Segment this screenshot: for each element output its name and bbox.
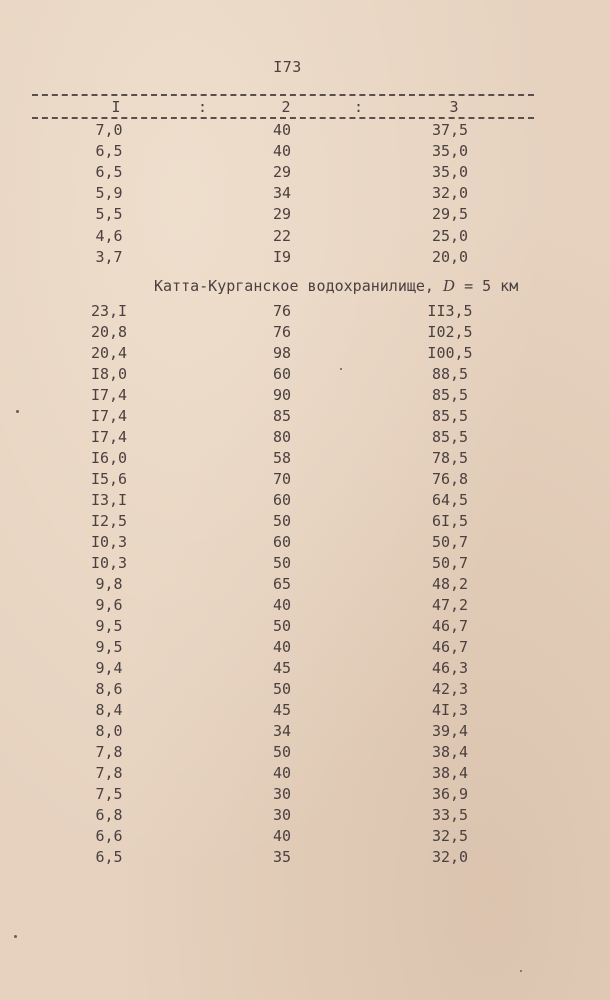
table-row [0, 183, 610, 204]
table-cell-col1: 5,5 [95, 205, 123, 224]
table-cell-col2: 40 [272, 764, 292, 782]
table-cell-col3: I02,5 [427, 323, 473, 341]
table-cell-col3: 46,7 [431, 617, 469, 635]
distance-value: = 5 км [464, 277, 519, 295]
table-row [0, 141, 610, 162]
table-cell-col3: 85,5 [431, 428, 469, 446]
table-cell-col3: II3,5 [427, 302, 473, 320]
table-cell-col3: 6I,5 [431, 512, 469, 530]
table-cell-col2: 90 [272, 386, 292, 404]
table-cell-col1: 9,5 [95, 638, 123, 656]
table-cell-col2: 40 [272, 121, 292, 139]
paper-speck [340, 368, 342, 370]
table-cell-col2: 22 [272, 226, 292, 245]
table-cell-col1: I3,I [90, 491, 128, 509]
table-row [0, 553, 610, 574]
table-cell-col2: 60 [272, 491, 292, 509]
table-row [0, 406, 610, 427]
table-cell-col1: 9,4 [95, 659, 123, 677]
column-header-3: 3 [449, 98, 459, 116]
table-row [0, 679, 610, 700]
table-cell-col3: 32,0 [431, 848, 469, 866]
table-cell-col2: 45 [272, 701, 292, 719]
table-cell-col2: 40 [272, 827, 292, 845]
table-cell-col3: 33,5 [431, 806, 469, 824]
table-cell-col1: 9,6 [95, 596, 123, 614]
table-cell-col1: 7,0 [95, 121, 123, 139]
table-row [0, 805, 610, 826]
table-row [0, 784, 610, 805]
table-cell-col2: 60 [272, 533, 292, 551]
table-row [0, 700, 610, 721]
table-row [0, 385, 610, 406]
table-row [0, 574, 610, 595]
table-row [0, 595, 610, 616]
table-row [0, 826, 610, 847]
table-cell-col3: I00,5 [427, 344, 473, 362]
table-cell-col1: 7,8 [95, 764, 123, 782]
table-cell-col3: 50,7 [431, 533, 469, 551]
table-cell-col3: 64,5 [431, 491, 469, 509]
table-row [0, 511, 610, 532]
table-cell-col1: 9,8 [95, 575, 123, 593]
table-cell-col3: 76,8 [431, 470, 469, 488]
table-cell-col3: 78,5 [431, 449, 469, 467]
table-cell-col3: 36,9 [431, 785, 469, 803]
table-row [0, 226, 610, 247]
table-row [0, 532, 610, 553]
table-cell-col3: 38,4 [431, 743, 469, 761]
table-cell-col1: 6,5 [95, 163, 123, 182]
section-title-text: Катта-Курганское водохранилище, [154, 277, 434, 295]
table-row [0, 616, 610, 637]
table-cell-col2: 85 [272, 407, 292, 425]
table-cell-col3: 32,5 [431, 827, 469, 845]
table-cell-col1: 7,8 [95, 743, 123, 761]
table-cell-col2: 40 [272, 142, 292, 161]
table-cell-col2: 29 [272, 205, 292, 224]
table-cell-col2: 70 [272, 470, 292, 488]
table-cell-col2: 50 [272, 512, 292, 530]
table-cell-col1: 4,6 [95, 226, 123, 245]
table-cell-col2: I9 [272, 247, 292, 266]
table-cell-col1: 8,0 [95, 722, 123, 740]
table-cell-col3: 88,5 [431, 365, 469, 383]
table-rule-top [32, 94, 534, 96]
table-row [0, 469, 610, 490]
table-row [0, 343, 610, 364]
table-cell-col1: I0,3 [90, 554, 128, 572]
table-cell-col2: 76 [272, 302, 292, 320]
table-cell-col3: 38,4 [431, 764, 469, 782]
table-cell-col2: 58 [272, 449, 292, 467]
table-cell-col2: 34 [272, 184, 292, 203]
table-cell-col2: 50 [272, 680, 292, 698]
table-row [0, 763, 610, 784]
table-cell-col1: 7,5 [95, 785, 123, 803]
table-cell-col1: 6,5 [95, 848, 123, 866]
table-cell-col2: 98 [272, 344, 292, 362]
table-cell-col2: 65 [272, 575, 292, 593]
table-row [0, 301, 610, 322]
table-cell-col1: I0,3 [90, 533, 128, 551]
table-cell-col2: 34 [272, 722, 292, 740]
table-cell-col2: 30 [272, 785, 292, 803]
column-separator-2: : [354, 98, 364, 116]
table-cell-col2: 40 [272, 638, 292, 656]
page-number: I73 [273, 58, 302, 76]
table-cell-col3: 50,7 [431, 554, 469, 572]
table-cell-col3: 85,5 [431, 407, 469, 425]
table-cell-col3: 46,3 [431, 659, 469, 677]
table-cell-col2: 29 [272, 163, 292, 182]
table-cell-col1: 9,5 [95, 617, 123, 635]
table-cell-col3: 85,5 [431, 386, 469, 404]
table-cell-col1: I2,5 [90, 512, 128, 530]
table-cell-col2: 30 [272, 806, 292, 824]
table-row [0, 322, 610, 343]
table-cell-col2: 50 [272, 617, 292, 635]
table-cell-col1: 8,4 [95, 701, 123, 719]
table-row [0, 427, 610, 448]
table-cell-col1: 6,8 [95, 806, 123, 824]
table-cell-col3: 35,0 [431, 163, 469, 182]
table-cell-col3: 4I,3 [431, 701, 469, 719]
table-cell-col3: 25,0 [431, 226, 469, 245]
column-header-2: 2 [281, 98, 291, 116]
table-cell-col2: 50 [272, 743, 292, 761]
table-row [0, 742, 610, 763]
table-cell-col3: 20,0 [431, 247, 469, 266]
table-cell-col3: 29,5 [431, 205, 469, 224]
table-row [0, 120, 610, 141]
table-cell-col3: 32,0 [431, 184, 469, 203]
table-cell-col2: 60 [272, 365, 292, 383]
table-cell-col2: 50 [272, 554, 292, 572]
table-cell-col1: 20,4 [90, 344, 128, 362]
table-cell-col3: 37,5 [431, 121, 469, 139]
table-cell-col1: 6,6 [95, 827, 123, 845]
table-cell-col1: 3,7 [95, 247, 123, 266]
table-row [0, 448, 610, 469]
table-cell-col1: 20,8 [90, 323, 128, 341]
table-cell-col2: 35 [272, 848, 292, 866]
table-cell-col3: 47,2 [431, 596, 469, 614]
table-row [0, 637, 610, 658]
section-title [154, 277, 518, 295]
table-cell-col2: 45 [272, 659, 292, 677]
table-cell-col1: I6,0 [90, 449, 128, 467]
table-cell-col3: 46,7 [431, 638, 469, 656]
table-cell-col1: I5,6 [90, 470, 128, 488]
table-cell-col2: 40 [272, 596, 292, 614]
table-cell-col1: I7,4 [90, 386, 128, 404]
table-cell-col1: I8,0 [90, 365, 128, 383]
table-row [0, 721, 610, 742]
table-row [0, 364, 610, 385]
table-cell-col1: 8,6 [95, 680, 123, 698]
table-row [0, 204, 610, 225]
table-cell-col1: I7,4 [90, 407, 128, 425]
table-cell-col3: 35,0 [431, 142, 469, 161]
table-cell-col2: 80 [272, 428, 292, 446]
table-row [0, 247, 610, 268]
paper-speck [16, 410, 19, 413]
table-cell-col2: 76 [272, 323, 292, 341]
distance-symbol: D [443, 277, 456, 295]
paper-speck [14, 935, 17, 938]
table-row [0, 658, 610, 679]
table-cell-col3: 42,3 [431, 680, 469, 698]
table-cell-col1: 6,5 [95, 142, 123, 161]
column-separator-1: : [198, 98, 208, 116]
table-row [0, 162, 610, 183]
table-cell-col1: 5,9 [95, 184, 123, 203]
column-header-1: I [111, 98, 121, 116]
table-cell-col1: 23,I [90, 302, 128, 320]
table-cell-col3: 39,4 [431, 722, 469, 740]
table-cell-col1: I7,4 [90, 428, 128, 446]
table-row [0, 490, 610, 511]
table-row [0, 847, 610, 868]
paper-speck [520, 970, 522, 972]
table-rule-bottom [32, 117, 534, 119]
table-cell-col3: 48,2 [431, 575, 469, 593]
